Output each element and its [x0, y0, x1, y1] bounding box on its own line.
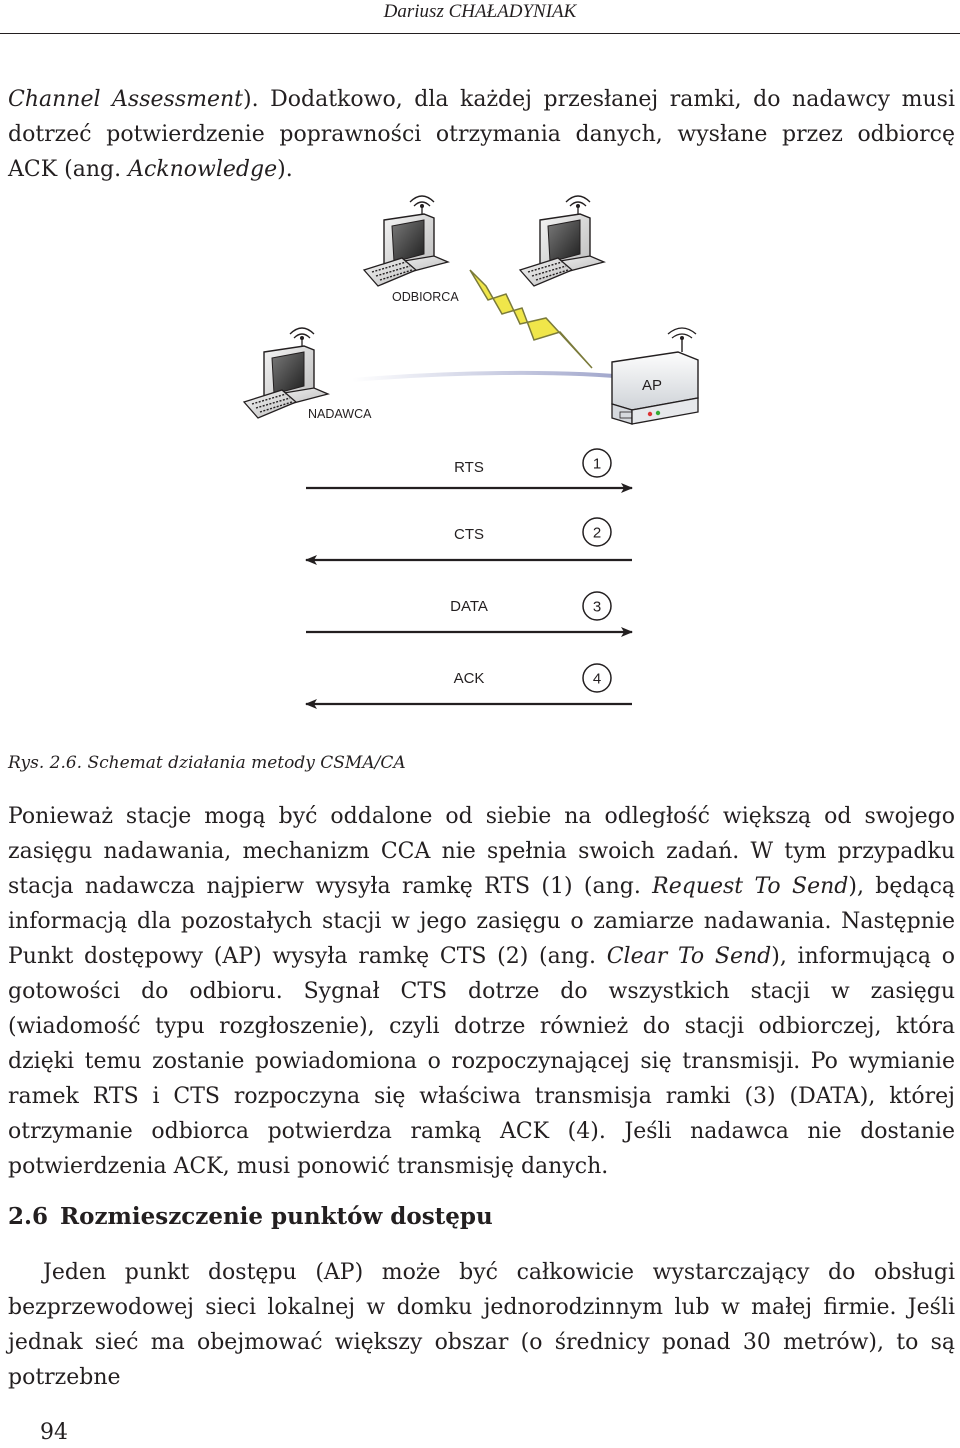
sender-label: NADAWCA: [308, 407, 372, 421]
body-text-a: Ponieważ stacje mogą być oddalone od siebie na odległość większą od swojego zasięgu nadawania, mechanizm CCA nie spełnia swoich zadań. W tym przypadku stacja nadawcza najpierw wysyła ramkę RTS (1) (ang.: [8, 804, 955, 899]
station-computer-icon: [520, 196, 604, 286]
intro-text-2: ).: [277, 157, 293, 182]
step-number-2: 2: [592, 524, 602, 542]
section-number: 2.6: [8, 1203, 49, 1230]
lightning-bolt-icon: [470, 270, 592, 368]
step-number-3: 3: [592, 598, 602, 616]
section-title: Rozmieszczenie punktów dostępu: [60, 1203, 493, 1230]
receiver-label: ODBIORCA: [392, 290, 459, 304]
figure-caption: Rys. 2.6. Schemat działania metody CSMA/CA: [8, 753, 406, 773]
message-label-ack: ACK: [453, 670, 485, 687]
body-text-c: ), informującą o gotowości do odbioru. Sygnał CTS dotrze do wszystkich stacji w zasięgu (wiadomość typu rozgłoszenie), czyli dotrze również do stacji odbiorczej, która dzięki temu zostanie powiadomiona o rozpoczynającej się transmisji. Po wymianie ramek RTS i CTS rozpoczyna się właściwa transmisja ramki (3) (DATA), której otrzymanie odbiorca potwierdza ramką ACK (4). Jeśli nadawca nie dostanie potwierdzenia ACK, musi ponowić transmisję danych.: [8, 944, 955, 1179]
message-label-cts: CTS: [454, 526, 484, 543]
intro-italic-2: Acknowledge: [128, 157, 278, 182]
message-ack: [306, 664, 632, 704]
section-heading: [8, 1203, 493, 1230]
body-paragraph: [8, 799, 955, 1184]
message-label-rts: RTS: [454, 459, 484, 476]
access-point-icon: [612, 328, 698, 424]
intro-text-1: ). Dodatkowo, dla każdej przesłanej ramki, do nadawcy musi dotrzeć potwierdzenie poprawności otrzymania danych, wysłane przez odbiorcę ACK (ang.: [8, 87, 956, 182]
message-cts: [306, 518, 632, 560]
body-italic-cts: Clear To Send: [606, 944, 772, 969]
message-rts: [306, 449, 632, 488]
sender-computer-icon: [244, 328, 328, 418]
header-rule: [0, 33, 960, 34]
message-data: [306, 592, 632, 632]
page-number: 94: [40, 1420, 68, 1445]
closing-paragraph: Jeden punkt dostępu (AP) może być całkowicie wystarczający do obsługi bezprzewodowej sieci lokalnej w domku jednorodzinnym lub w małej firmie. Jeśli jednak sieć ma obejmować większy obszar (o średnicy ponad 30 metrów), to są potrzebne: [8, 1260, 955, 1390]
receiver-computer-icon: [364, 196, 448, 286]
ap-label: AP: [642, 377, 663, 394]
running-header: [0, 0, 960, 22]
csma-ca-diagram: [0, 190, 960, 720]
body-italic-rts: Request To Send: [652, 874, 849, 899]
intro-paragraph: [8, 82, 955, 187]
body-text-b: ), będącą informacją dla pozostałych stacji w jego zasięgu o zamiarze nadawania. Następnie Punkt dostępowy (AP) wysyła ramkę CTS (2) (ang.: [8, 874, 956, 969]
step-number-4: 4: [592, 670, 602, 688]
message-label-data: DATA: [450, 598, 488, 615]
signal-line: [352, 373, 636, 380]
intro-italic-1: Channel Assessment: [8, 87, 244, 112]
header-author: Dariusz CHAŁADYNIAK: [383, 1, 577, 22]
step-number-1: 1: [592, 455, 602, 473]
